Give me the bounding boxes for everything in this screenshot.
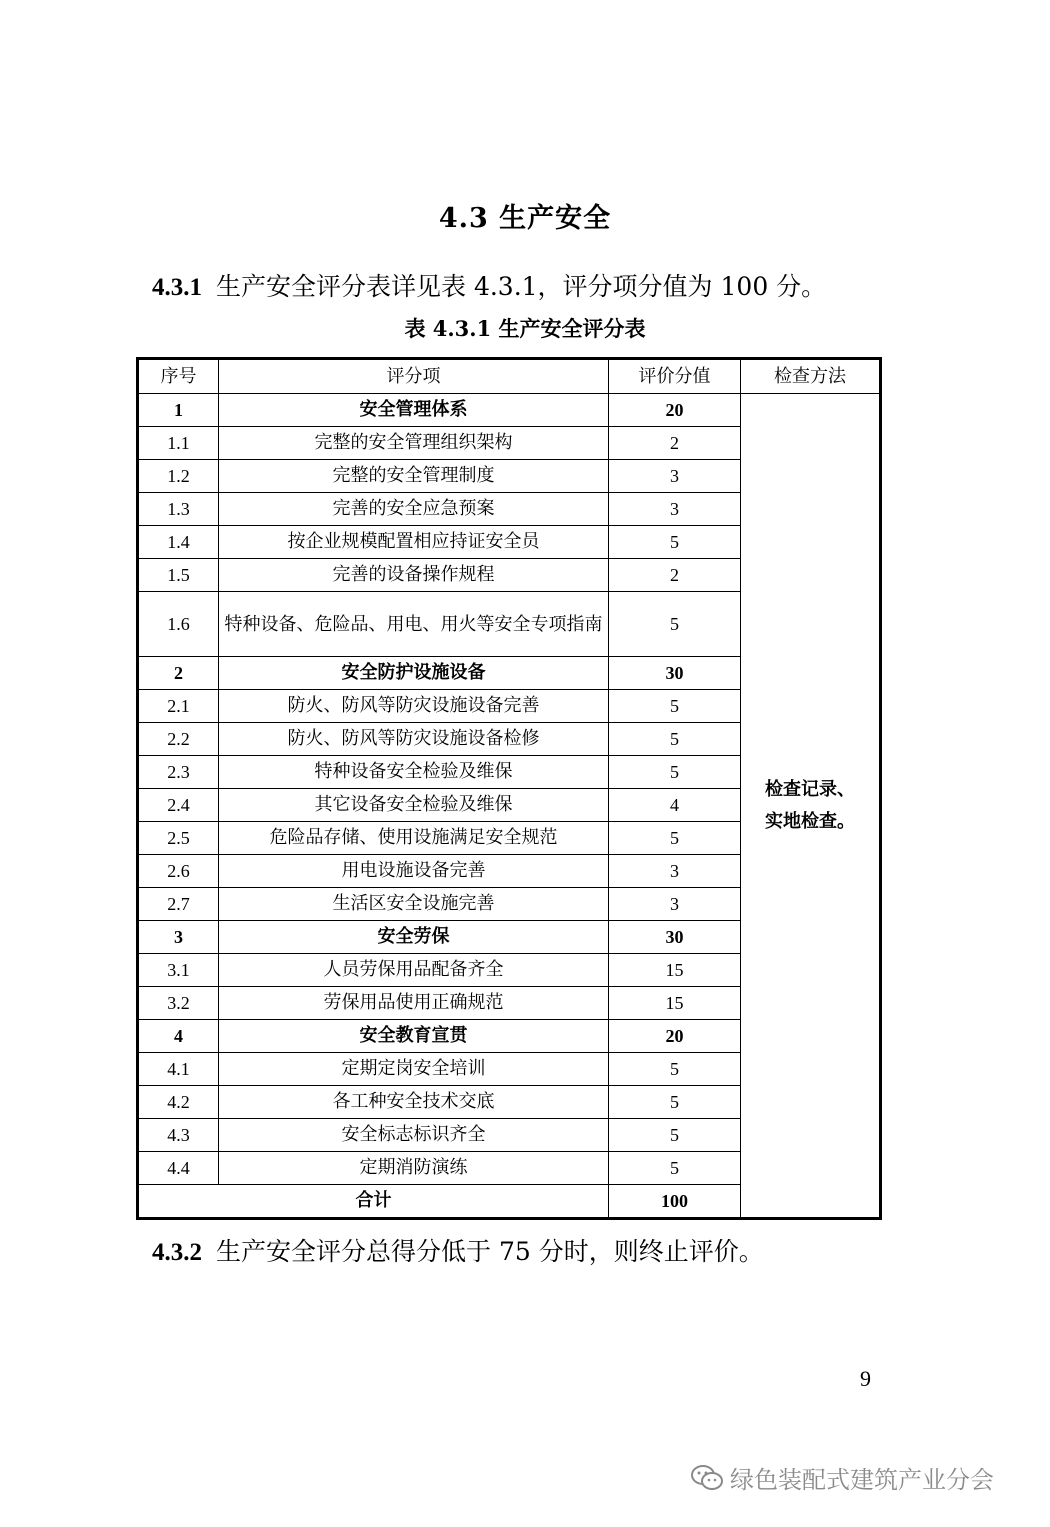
header-no: 序号 (138, 359, 219, 394)
row-score: 5 (609, 1119, 741, 1152)
row-score: 3 (609, 460, 741, 493)
clause-text: 生产安全评分总得分低于 75 分时，则终止评价。 (216, 1237, 764, 1266)
check-method: 检查记录、实地检查。 (741, 394, 881, 1219)
row-item: 各工种安全技术交底 (219, 1086, 609, 1119)
row-number: 4.3 (138, 1119, 219, 1152)
total-label: 合计 (138, 1185, 609, 1219)
row-item: 安全教育宣贯 (219, 1020, 609, 1053)
row-item: 防火、防风等防灾设施设备完善 (219, 690, 609, 723)
total-score: 100 (609, 1185, 741, 1219)
row-score: 5 (609, 526, 741, 559)
score-table (136, 357, 882, 1220)
row-score: 5 (609, 1086, 741, 1119)
page-number: 9 (860, 1366, 871, 1391)
row-score: 5 (609, 1053, 741, 1086)
row-item: 安全管理体系 (219, 394, 609, 427)
table-body (138, 394, 881, 1219)
header-score: 评价分值 (609, 359, 741, 394)
row-item: 人员劳保用品配备齐全 (219, 954, 609, 987)
row-number: 3.2 (138, 987, 219, 1020)
row-number: 2.1 (138, 690, 219, 723)
row-item: 完整的安全管理组织架构 (219, 427, 609, 460)
row-item: 定期消防演练 (219, 1152, 609, 1185)
row-item: 劳保用品使用正确规范 (219, 987, 609, 1020)
wechat-icon (690, 1463, 724, 1493)
row-number: 2.4 (138, 789, 219, 822)
row-item: 用电设施设备完善 (219, 855, 609, 888)
header-method: 检查方法 (741, 359, 881, 394)
row-number: 1.5 (138, 559, 219, 592)
row-score: 5 (609, 723, 741, 756)
row-item: 安全标志标识齐全 (219, 1119, 609, 1152)
row-item: 定期定岗安全培训 (219, 1053, 609, 1086)
row-score: 15 (609, 987, 741, 1020)
row-number: 3.1 (138, 954, 219, 987)
table-row (138, 394, 881, 427)
row-item: 危险品存储、使用设施满足安全规范 (219, 822, 609, 855)
row-score: 3 (609, 888, 741, 921)
row-number: 1.1 (138, 427, 219, 460)
section-title: 4.3 生产安全 (438, 203, 612, 234)
row-item: 完善的安全应急预案 (219, 493, 609, 526)
row-number: 1.2 (138, 460, 219, 493)
row-number: 1.6 (138, 592, 219, 657)
row-score: 30 (609, 921, 741, 954)
row-number: 1.4 (138, 526, 219, 559)
watermark (690, 1460, 994, 1495)
row-score: 20 (609, 394, 741, 427)
row-score: 5 (609, 756, 741, 789)
table-header-row (138, 359, 881, 394)
row-item: 安全劳保 (219, 921, 609, 954)
row-number: 3 (138, 921, 219, 954)
row-item: 生活区安全设施完善 (219, 888, 609, 921)
row-score: 30 (609, 657, 741, 690)
row-number: 4.2 (138, 1086, 219, 1119)
row-number: 2.7 (138, 888, 219, 921)
row-number: 4.4 (138, 1152, 219, 1185)
row-score: 5 (609, 822, 741, 855)
row-score: 3 (609, 855, 741, 888)
row-item: 安全防护设施设备 (219, 657, 609, 690)
row-score: 20 (609, 1020, 741, 1053)
row-item: 特种设备、危险品、用电、用火等安全专项指南 (219, 592, 609, 657)
row-item: 其它设备安全检验及维保 (219, 789, 609, 822)
watermark-text: 绿色装配式建筑产业分会 (730, 1466, 994, 1494)
clause-number: 4.3.2 (152, 1239, 202, 1266)
row-item: 特种设备安全检验及维保 (219, 756, 609, 789)
clause-4-3-2 (152, 1232, 764, 1268)
row-number: 2.6 (138, 855, 219, 888)
clause-4-3-1 (152, 267, 826, 303)
row-item: 按企业规模配置相应持证安全员 (219, 526, 609, 559)
row-number: 4.1 (138, 1053, 219, 1086)
row-score: 4 (609, 789, 741, 822)
row-number: 2.2 (138, 723, 219, 756)
row-item: 完善的设备操作规程 (219, 559, 609, 592)
row-number: 1 (138, 394, 219, 427)
row-score: 2 (609, 559, 741, 592)
row-item: 完整的安全管理制度 (219, 460, 609, 493)
row-score: 5 (609, 690, 741, 723)
header-item: 评分项 (219, 359, 609, 394)
row-number: 2.5 (138, 822, 219, 855)
row-number: 2.3 (138, 756, 219, 789)
row-item: 防火、防风等防灾设施设备检修 (219, 723, 609, 756)
row-number: 1.3 (138, 493, 219, 526)
table-caption: 表 4.3.1 生产安全评分表 (404, 316, 646, 341)
row-number: 4 (138, 1020, 219, 1053)
row-score: 3 (609, 493, 741, 526)
row-score: 5 (609, 1152, 741, 1185)
row-score: 5 (609, 592, 741, 657)
clause-number: 4.3.1 (152, 274, 202, 301)
row-number: 2 (138, 657, 219, 690)
clause-text: 生产安全评分表详见表 4.3.1，评分项分值为 100 分。 (216, 272, 827, 301)
row-score: 2 (609, 427, 741, 460)
row-score: 15 (609, 954, 741, 987)
